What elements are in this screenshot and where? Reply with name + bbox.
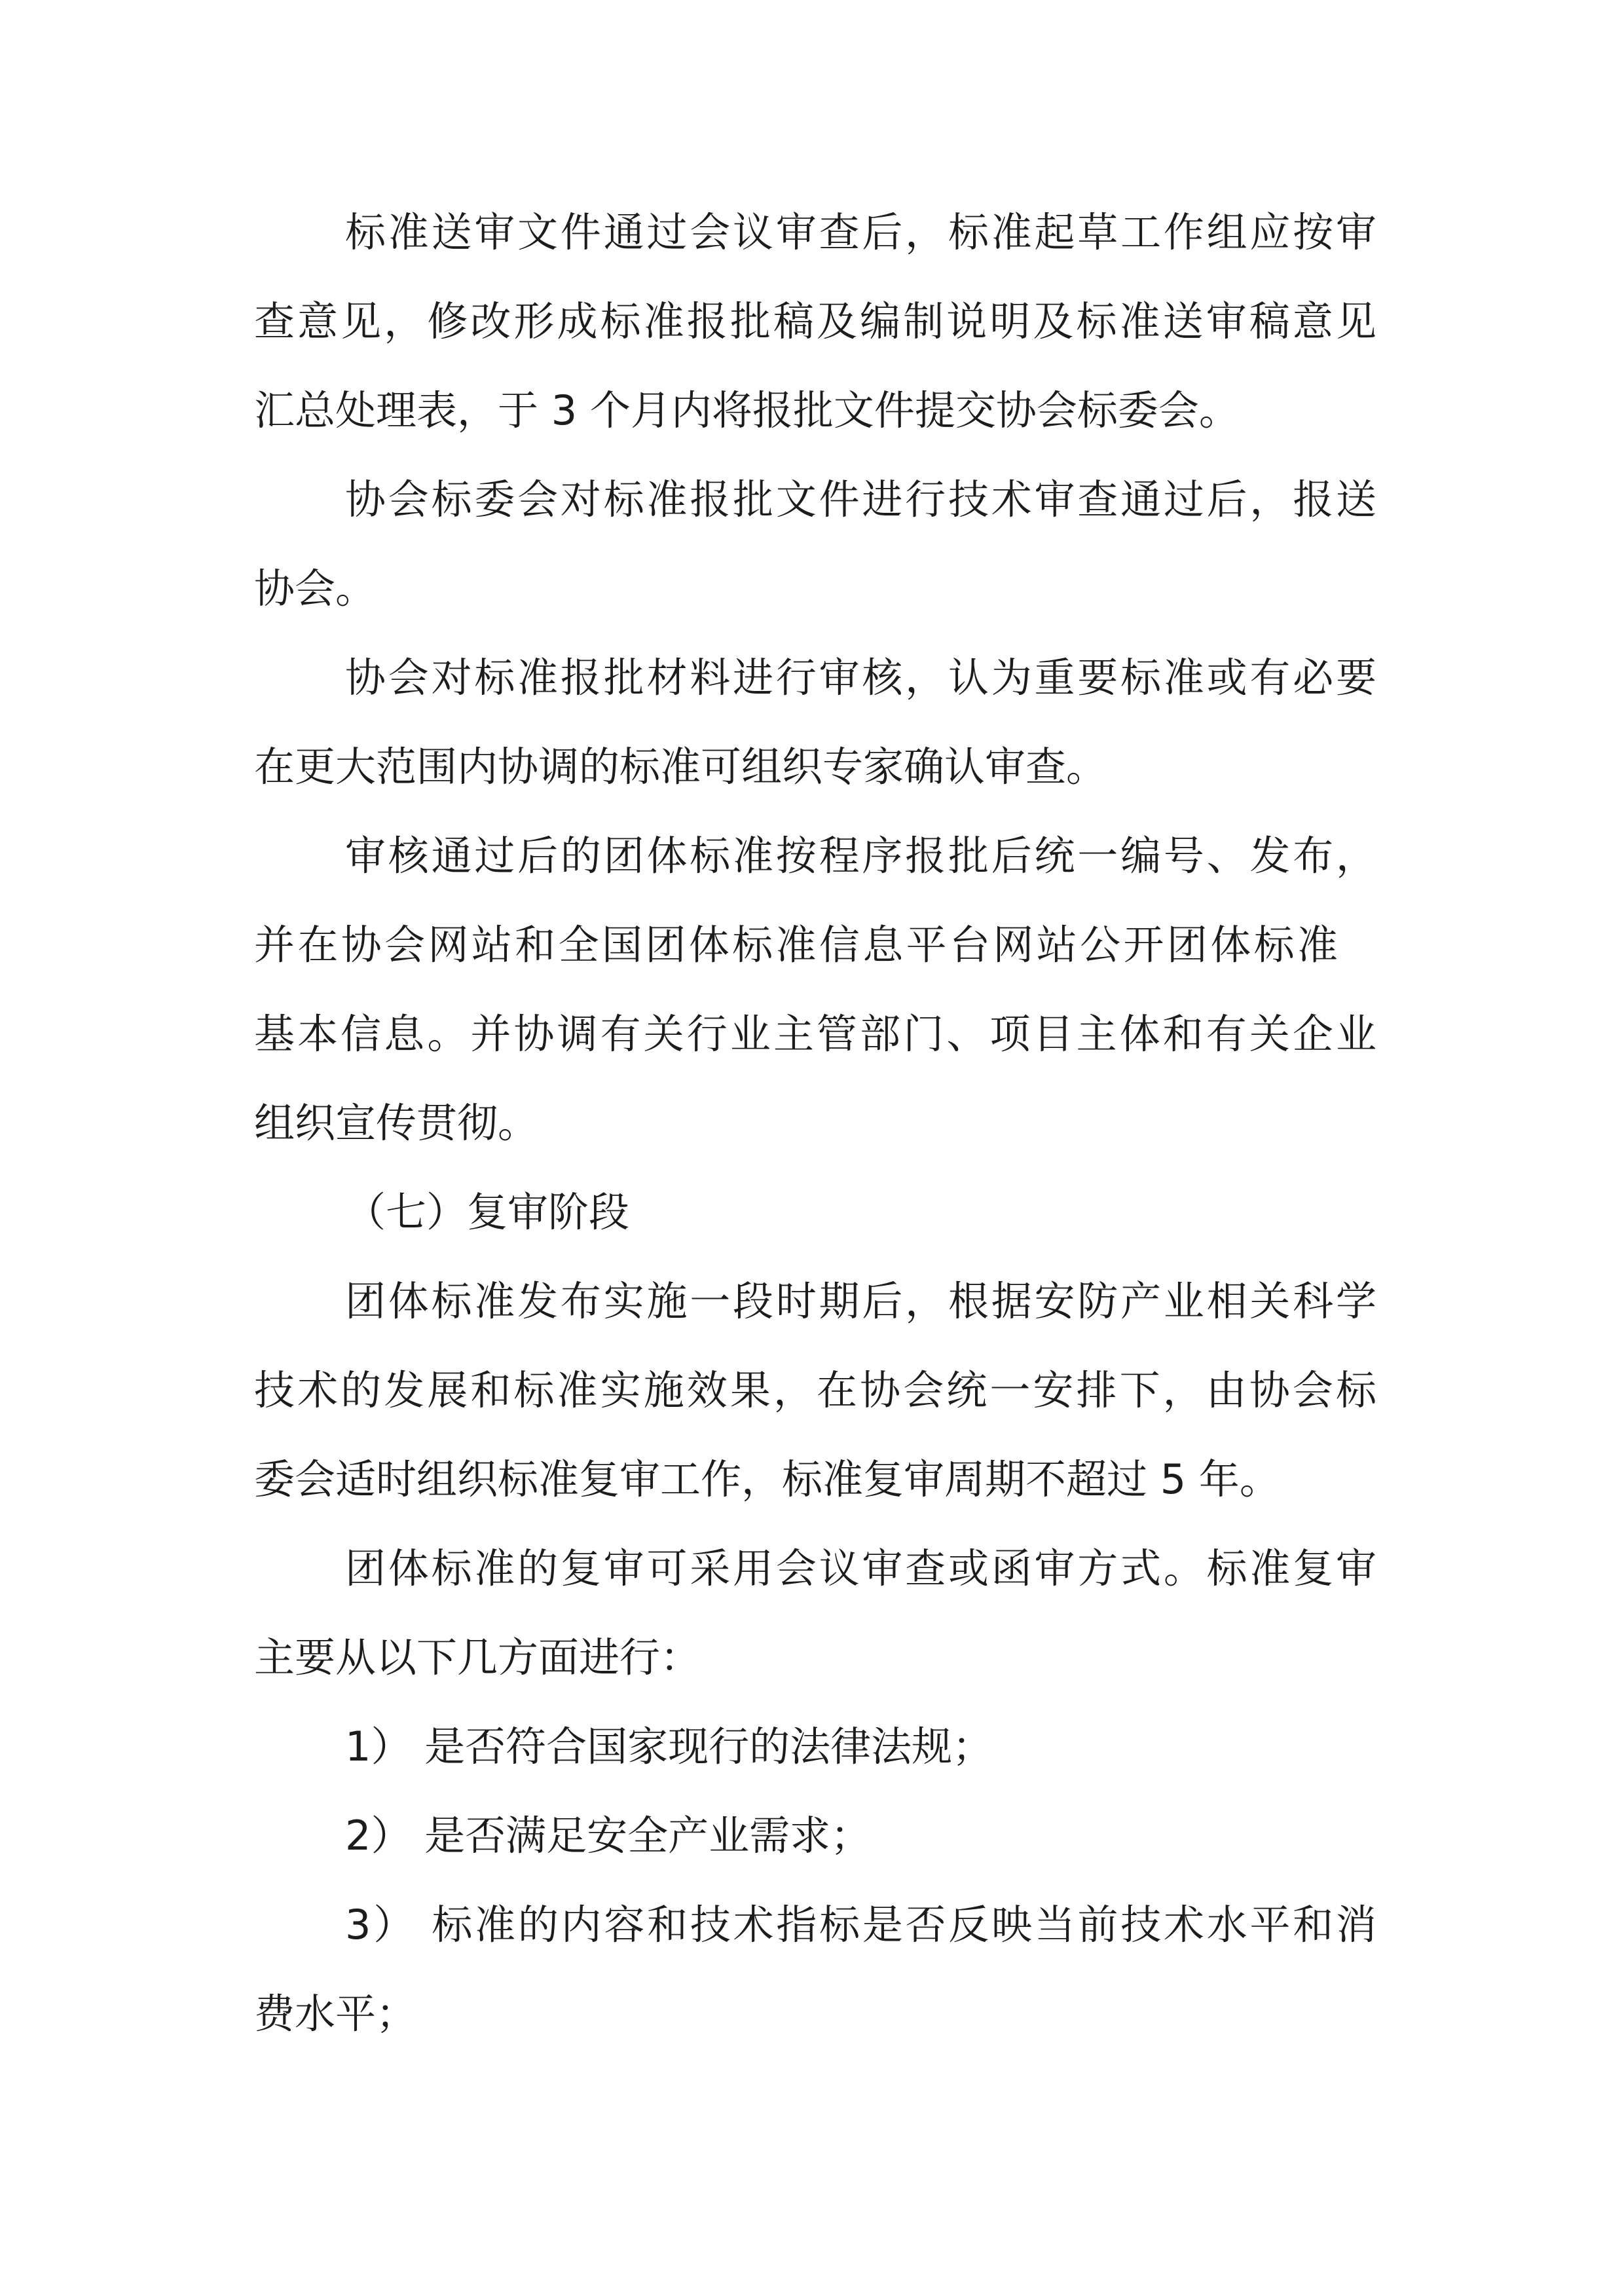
text-line: 主要从以下几方面进行： <box>254 1633 701 1681</box>
section-heading: （七）复审阶段 <box>345 1188 630 1236</box>
text-line: 团体标准发布实施一段时期后，根据安防产业相关科学 <box>345 1277 1376 1325</box>
text-line: 团体标准的复审可采用会议审查或函审方式。标准复审 <box>345 1544 1376 1592</box>
text-line: 协会对标准报批材料进行审核，认为重要标准或有必要 <box>345 654 1376 701</box>
text-line: 协会。 <box>254 565 377 612</box>
text-line: 汇总处理表，于 3 个月内将报批文件提交协会标委会。 <box>254 386 1240 434</box>
text-line: 并在协会网站和全国团体标准信息平台网站公开团体标准 <box>254 921 1338 969</box>
list-item: 1） 是否符合国家现行的法律法规； <box>345 1723 993 1770</box>
list-item: 2） 是否满足安全产业需求； <box>345 1812 872 1859</box>
text-line: 委会适时组织标准复审工作，标准复审周期不超过 5 年。 <box>254 1455 1280 1503</box>
text-line: 在更大范围内协调的标准可组织专家确认审查。 <box>254 743 1107 791</box>
text-line: 费水平； <box>254 1990 417 2038</box>
text-line: 组织宣传贯彻。 <box>254 1099 539 1147</box>
text-line: 协会标委会对标准报批文件进行技术审查通过后，报送 <box>345 476 1376 523</box>
text-line: 技术的发展和标准实施效果，在协会统一安排下，由协会标 <box>254 1366 1376 1414</box>
text-line: 审核通过后的团体标准按程序报批后统一编号、发布， <box>345 832 1376 880</box>
text-line: 查意见，修改形成标准报批稿及编制说明及标准送审稿意见 <box>254 297 1376 345</box>
text-line: 标准送审文件通过会议审查后，标准起草工作组应按审 <box>345 208 1376 256</box>
text-line: 基本信息。并协调有关行业主管部门、项目主体和有关企业 <box>254 1010 1376 1058</box>
list-item: 3） 标准的内容和技术指标是否反映当前技术水平和消 <box>345 1901 1376 1949</box>
